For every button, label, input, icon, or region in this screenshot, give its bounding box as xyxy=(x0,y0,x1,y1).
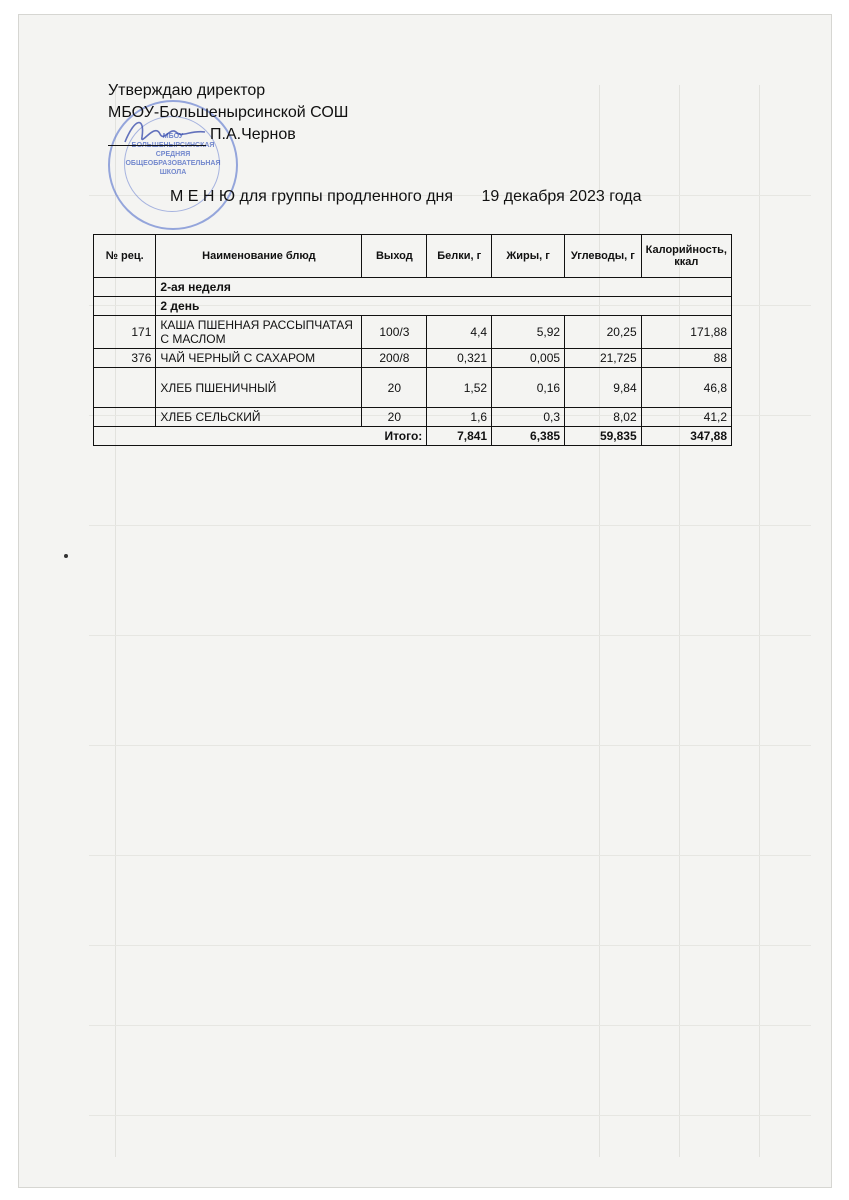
day-label: 2 день xyxy=(156,297,732,316)
header-kcal: Калорийность, ккал xyxy=(641,235,731,278)
cell-output: 100/3 xyxy=(362,316,427,349)
cell-rec: 376 xyxy=(94,349,156,368)
empty-cell xyxy=(94,278,156,297)
cell-rec xyxy=(94,368,156,408)
menu-heading xyxy=(170,188,642,206)
approval-signer-row xyxy=(108,124,348,146)
cell-dish: КАША ПШЕННАЯ РАССЫПЧАТАЯ С МАСЛОМ xyxy=(156,316,362,349)
stamp-line: СРЕДНЯЯ xyxy=(155,151,191,158)
menu-title: М Е Н Ю для группы продленного дня xyxy=(170,188,454,205)
cell-fat: 5,92 xyxy=(492,316,565,349)
cell-fat: 0,005 xyxy=(492,349,565,368)
cell-dish: ХЛЕБ СЕЛЬСКИЙ xyxy=(156,408,362,427)
bleed-line xyxy=(89,855,811,856)
day-row xyxy=(94,297,732,316)
header-rec: № рец. xyxy=(94,235,156,278)
cell-output: 20 xyxy=(362,408,427,427)
total-fat: 6,385 xyxy=(492,427,565,446)
approval-signer: П.А.Чернов xyxy=(210,126,296,143)
cell-protein: 1,6 xyxy=(427,408,492,427)
bleed-line xyxy=(89,1115,811,1116)
table-row xyxy=(94,408,732,427)
header-carbs: Углеводы, г xyxy=(565,235,642,278)
cell-fat: 0,16 xyxy=(492,368,565,408)
stamp-line: МБОУ xyxy=(162,133,184,140)
menu-date: 19 декабря 2023 года xyxy=(481,188,642,205)
approval-school: МБОУ-Большенырсинской СОШ xyxy=(108,104,349,121)
table-header-row xyxy=(94,235,732,278)
cell-kcal: 88 xyxy=(641,349,731,368)
cell-protein: 1,52 xyxy=(427,368,492,408)
cell-carbs: 20,25 xyxy=(565,316,642,349)
approval-block xyxy=(108,80,348,146)
cell-output: 20 xyxy=(362,368,427,408)
table-row xyxy=(94,368,732,408)
header-protein: Белки, г xyxy=(427,235,492,278)
cell-output: 200/8 xyxy=(362,349,427,368)
cell-rec: 171 xyxy=(94,316,156,349)
signature-line xyxy=(108,145,206,146)
bleed-line xyxy=(759,85,760,1157)
margin-dot xyxy=(64,554,68,558)
total-row xyxy=(94,427,732,446)
cell-dish: ЧАЙ ЧЕРНЫЙ С САХАРОМ xyxy=(156,349,362,368)
cell-carbs: 8,02 xyxy=(565,408,642,427)
header-fat: Жиры, г xyxy=(492,235,565,278)
table-row xyxy=(94,316,732,349)
bleed-line xyxy=(89,1025,811,1026)
empty-cell xyxy=(94,297,156,316)
total-carbs: 59,835 xyxy=(565,427,642,446)
cell-kcal: 46,8 xyxy=(641,368,731,408)
cell-fat: 0,3 xyxy=(492,408,565,427)
stamp-line: ОБЩЕОБРАЗОВАТЕЛЬНАЯ xyxy=(125,160,221,167)
cell-carbs: 21,725 xyxy=(565,349,642,368)
menu-table xyxy=(93,234,732,446)
total-kcal: 347,88 xyxy=(641,427,731,446)
cell-rec xyxy=(94,408,156,427)
cell-dish: ХЛЕБ ПШЕНИЧНЫЙ xyxy=(156,368,362,408)
cell-protein: 4,4 xyxy=(427,316,492,349)
total-protein: 7,841 xyxy=(427,427,492,446)
total-label: Итого: xyxy=(94,427,427,446)
cell-kcal: 171,88 xyxy=(641,316,731,349)
bleed-line xyxy=(89,945,811,946)
bleed-line xyxy=(89,745,811,746)
bleed-line xyxy=(89,525,811,526)
table-row xyxy=(94,349,732,368)
header-name: Наименование блюд xyxy=(156,235,362,278)
approval-title: Утверждаю директор xyxy=(108,82,266,99)
cell-kcal: 41,2 xyxy=(641,408,731,427)
week-label: 2-ая неделя xyxy=(156,278,732,297)
stamp-line: ШКОЛА xyxy=(159,169,187,176)
bleed-line xyxy=(89,635,811,636)
cell-carbs: 9,84 xyxy=(565,368,642,408)
stamp-line: БОЛЬШЕНЫРСИНСКАЯ xyxy=(131,142,215,149)
header-output: Выход xyxy=(362,235,427,278)
week-row xyxy=(94,278,732,297)
cell-protein: 0,321 xyxy=(427,349,492,368)
